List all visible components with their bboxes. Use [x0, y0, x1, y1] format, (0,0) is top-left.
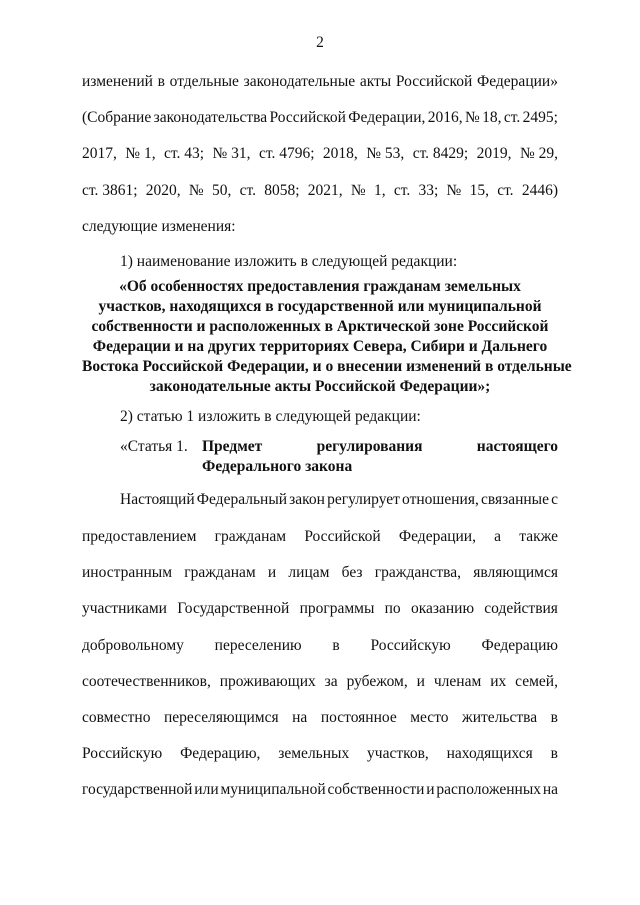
word: переселяющимся	[163, 709, 279, 726]
word: ст.	[239, 182, 256, 199]
article-title-line	[202, 437, 558, 457]
word: Российской	[395, 73, 473, 90]
word: и	[426, 781, 435, 798]
word: 2016,	[427, 109, 463, 126]
word: 50,	[211, 182, 232, 199]
word: за	[324, 673, 338, 690]
word: 2495;	[522, 109, 558, 126]
word: гражданства,	[374, 564, 462, 581]
word: Российскую	[82, 745, 163, 762]
word: жительства	[462, 709, 538, 726]
word: 8058;	[264, 182, 300, 199]
word: 2446)	[521, 182, 558, 199]
word: на	[542, 781, 558, 798]
word: Российской	[269, 109, 346, 126]
word: Федерации»	[477, 73, 558, 90]
word: лицам	[288, 564, 330, 581]
word: ст. 43;	[164, 145, 205, 162]
paragraph-line	[82, 636, 558, 656]
word: Федерацию,	[180, 745, 261, 762]
paragraph-line	[82, 744, 558, 764]
word: в	[550, 709, 558, 726]
word: ст.	[497, 182, 514, 199]
word: Федерации,	[348, 109, 426, 126]
word: и	[267, 564, 277, 581]
word: добровольному	[82, 637, 184, 654]
word: и	[416, 673, 425, 690]
word: участниками	[82, 600, 167, 617]
word: содействия	[484, 600, 558, 617]
word: 2017,	[82, 145, 117, 162]
word: постоянное	[320, 709, 397, 726]
word: гражданам	[214, 528, 287, 545]
word: №	[188, 182, 204, 199]
word: ст.	[503, 109, 521, 126]
word: их	[490, 673, 507, 690]
word: акты	[359, 73, 392, 90]
word: Федерации,	[398, 528, 476, 545]
bold-title-line: собственности и расположенных в Арктической зоне Российской	[91, 318, 549, 335]
word: настоящего	[476, 438, 558, 455]
word: соотечественников,	[82, 673, 211, 690]
word: находящихся	[446, 745, 533, 762]
word: по	[384, 600, 401, 617]
word: расположенных	[436, 781, 541, 798]
page-number: 2	[316, 34, 324, 51]
paragraph-line	[82, 72, 558, 92]
word: ст. 8429;	[412, 145, 469, 162]
word: 18,	[482, 109, 502, 126]
bold-title-line: «Об особенностях предоставления гражданам земельных	[119, 278, 521, 295]
word: связанные	[480, 491, 549, 508]
word: № 31,	[212, 145, 251, 162]
word: №	[446, 182, 462, 199]
word: Предмет	[202, 438, 263, 455]
word: законодательства	[153, 109, 268, 126]
article-label: «Статья 1.	[120, 438, 188, 455]
word: программы	[299, 600, 375, 617]
word: с	[551, 491, 558, 508]
paragraph-line	[82, 599, 558, 619]
word: регулирования	[316, 438, 423, 455]
word: Настоящий	[120, 491, 195, 508]
word: муниципальной	[220, 781, 326, 798]
word: земельных	[278, 745, 350, 762]
word: 33;	[418, 182, 439, 199]
paragraph-line	[82, 108, 558, 128]
paragraph-line	[120, 490, 558, 510]
word: 2020,	[145, 182, 181, 199]
word: в	[550, 745, 558, 762]
word: 1,	[373, 182, 386, 199]
word: Федерацию	[481, 637, 558, 654]
word: оказанию	[410, 600, 475, 617]
word: Российскую	[370, 637, 451, 654]
word: собственности	[327, 781, 425, 798]
word: закон	[289, 491, 325, 508]
word: № 29,	[519, 145, 558, 162]
word: отношения,	[402, 491, 479, 508]
word: участков,	[367, 745, 429, 762]
bold-title-line: законодательные акты Российской Федерации»;	[149, 378, 491, 395]
word: ст.	[393, 182, 411, 199]
word: № 53,	[366, 145, 405, 162]
word: Федеральный	[196, 491, 288, 508]
word: а	[494, 528, 502, 545]
word: место	[410, 709, 449, 726]
word: также	[519, 528, 558, 545]
word: (Собрание	[82, 109, 152, 126]
word: или	[194, 781, 219, 798]
word: изменений	[82, 73, 153, 90]
word: Государственной	[177, 600, 290, 617]
paragraph-line: следующие изменения:	[82, 218, 236, 235]
word: Российской	[304, 528, 381, 545]
paragraph-line	[82, 563, 558, 583]
bold-title-line: участков, находящихся в государственной или муниципальной	[98, 298, 542, 315]
paragraph-line	[82, 672, 558, 692]
word: 2021,	[307, 182, 343, 199]
bold-title-line: Востока Российской Федерации, и о внесении изменений в отдельные	[82, 358, 572, 375]
paragraph-line	[82, 708, 558, 728]
word: № 1,	[125, 145, 156, 162]
word: 2018,	[322, 145, 358, 162]
word: рубежом,	[346, 673, 408, 690]
word: №	[350, 182, 366, 199]
word: переселению	[214, 637, 302, 654]
word: гражданам	[184, 564, 256, 581]
word: без	[341, 564, 363, 581]
word: 2019,	[476, 145, 512, 162]
word: проживающих	[219, 673, 316, 690]
word: отдельные	[169, 73, 239, 90]
word: предоставлением	[82, 528, 197, 545]
paragraph-line	[82, 780, 558, 800]
word: законодательные	[243, 73, 356, 90]
word: в	[332, 637, 340, 654]
word: семей,	[515, 673, 558, 690]
word: совместно	[82, 709, 151, 726]
word: ст. 3861;	[82, 182, 138, 199]
paragraph-line	[82, 144, 558, 164]
word: иностранным	[82, 564, 173, 581]
list-item-1: 1) наименование изложить в следующей редакции:	[120, 253, 458, 270]
word: государственной	[82, 781, 193, 798]
article-title-line: Федерального закона	[202, 458, 353, 475]
paragraph-line	[82, 527, 558, 547]
word: членам	[433, 673, 482, 690]
paragraph-line	[82, 181, 558, 201]
word: регулирует	[327, 491, 400, 508]
word: ст. 4796;	[258, 145, 315, 162]
word: являющимся	[473, 564, 558, 581]
word: в	[157, 73, 165, 90]
word: на	[292, 709, 308, 726]
list-item-2: 2) статью 1 изложить в следующей редакции:	[120, 408, 421, 425]
word: 15,	[469, 182, 489, 199]
word: №	[464, 109, 480, 126]
bold-title-line: Федерации и на других территориях Севера, Сибири и Дальнего	[92, 338, 548, 355]
